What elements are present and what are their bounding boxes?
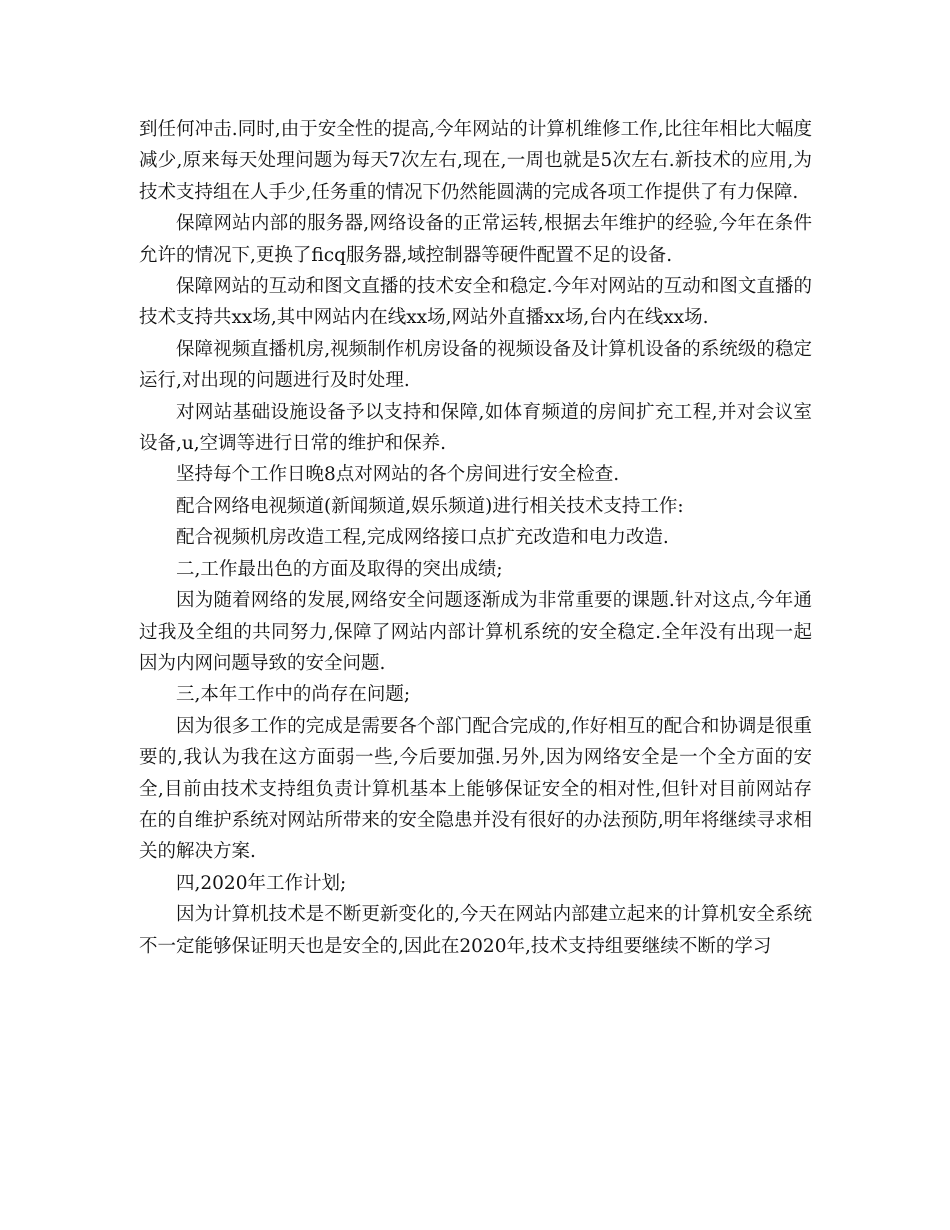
paragraph-safety-check: 坚持每个工作日晚8点对网站的各个房间进行安全检查.	[176, 464, 620, 486]
paragraph-video-room-support: 保障视频直播机房,视频制作机房设备的视频设备及计算机设备的系统级的稳定运行,对出现的问题进行及时处理.	[139, 338, 812, 392]
paragraph-plan: 因为计算机技术是不断更新变化的,今天在网站内部建立起来的计算机安全系统不一定能够保证明天也是安全的,因此在2020年,技术支持组要继续不断的学习	[139, 904, 812, 957]
paragraph-problems: 因为很多工作的完成是需要各个部门配合完成的,作好相互的配合和协调是很重要的,我认为我在这方面弱一些,今后要加强.另外,因为网络安全是一个全方面的安全,目前由技术支持组负责计算机基本上能够保证安全的相对性,但针对目前网站存在的自维护系统对网站所带来的安全隐患并没有很好的办法预防,明年将继续寻求相关的解决方案.	[139, 715, 812, 863]
paragraph-live-broadcast-support: 保障网站的互动和图文直播的技术安全和稳定.今年对网站的互动和图文直播的技术支持共xx场,其中网站内在线xx场,网站外直播xx场,台内在线xx场.	[139, 276, 812, 329]
paragraph-achievements: 因为随着网络的发展,网络安全问题逐渐成为非常重要的课题.针对这点,今年通过我及全组的共同努力,保障了网站内部计算机系统的安全稳定.全年没有出现一起因为内网问题导致的安全问题.	[139, 590, 812, 674]
paragraph-room-renovation: 配合视频机房改造工程,完成网络接口点扩充改造和电力改造.	[176, 527, 669, 549]
section-heading-achievements: 二,工作最出色的方面及取得的突出成绩;	[176, 558, 503, 580]
paragraph-continuation: 到任何冲击.同时,由于安全性的提高,今年网站的计算机维修工作,比往年相比大幅度减少,原来每天处理问题为每天7次左右,现在,一周也就是5次左右.新技术的应用,为技术支持组在人手少,任务重的情况下仍然能圆满的完成各项工作提供了有力保障.	[139, 119, 812, 203]
paragraph-infrastructure-support: 对网站基础设施设备予以支持和保障,如体育频道的房间扩充工程,并对会议室设备,u,空调等进行日常的维护和保养.	[139, 401, 812, 455]
section-heading-problems: 三,本年工作中的尚存在问题;	[176, 684, 411, 706]
paragraph-server-maintenance: 保障网站内部的服务器,网络设备的正常运转,根据去年维护的经验,今年在条件允许的情况下,更换了ficq服务器,域控制器等硬件配置不足的设备.	[139, 213, 812, 266]
section-heading-plan: 四,2020年工作计划;	[176, 872, 347, 894]
document-body	[139, 114, 812, 962]
paragraph-channel-support: 配合网络电视频道(新闻频道,娱乐频道)进行相关技术支持工作:	[176, 495, 684, 517]
